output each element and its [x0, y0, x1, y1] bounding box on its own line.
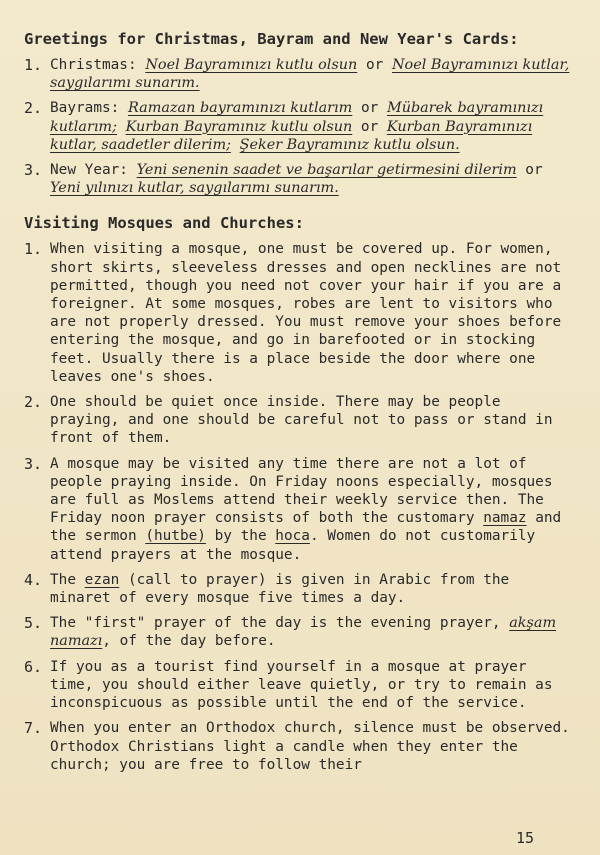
turkish-phrase: Noel Bayramınızı kutlu olsun: [145, 57, 358, 73]
item-number: 7.: [24, 719, 43, 738]
text-run: and the sermon: [50, 510, 562, 545]
item-text: [50, 455, 578, 564]
item-number: 3.: [24, 454, 43, 473]
list-item: [24, 455, 578, 564]
text-run: Christmas:: [50, 57, 146, 73]
underlined-term: (hutbe): [145, 528, 206, 545]
visiting-list: [24, 240, 578, 773]
text-run: , of the day before.: [102, 633, 276, 650]
text-run: The: [50, 571, 85, 588]
text-run: [231, 137, 240, 153]
item-number: 1.: [24, 56, 43, 74]
list-item: [24, 161, 578, 197]
turkish-phrase: Yeni yılınızı kutlar, saygılarımı sunarım.: [50, 180, 339, 197]
text-run: by the: [205, 528, 276, 545]
text-run: The "first" prayer of the day is the evening prayer,: [50, 615, 510, 632]
turkish-phrase: Kurban Bayramınızı kutlar, saadetler dilerim;: [50, 118, 533, 153]
text-run: Bayrams:: [50, 100, 128, 117]
item-text: [50, 719, 578, 774]
item-number: 3.: [24, 161, 43, 180]
item-text: [50, 99, 578, 154]
item-text: [50, 393, 578, 448]
item-text: [50, 240, 578, 386]
text-run: or: [352, 100, 387, 117]
underlined-term: namaz: [483, 510, 527, 527]
text-run: or: [352, 118, 387, 135]
text-run: [117, 119, 126, 135]
text-run: If you as a tourist find yourself in a mosque at prayer time, you should either leave quietly, or try to remain as inconspicuous as possible until the end of the service.: [50, 658, 553, 712]
list-item: [24, 658, 578, 713]
item-number: 2.: [24, 393, 43, 412]
turkish-phrase: Şeker Bayramınız kutlu olsun.: [239, 136, 460, 153]
greetings-heading: Greetings for Christmas, Bayram and New Year's Cards:: [24, 30, 519, 48]
turkish-phrase: akşam namazı: [50, 615, 557, 650]
text-run: or: [357, 57, 392, 73]
list-item: [24, 56, 578, 92]
section-gap: [24, 204, 578, 212]
list-item: [24, 240, 578, 386]
item-text: [50, 161, 578, 197]
turkish-phrase: Ramazan bayramınızı kutlarım: [127, 100, 353, 117]
turkish-phrase: Yeni senenin saadet ve başarılar getirmesini dilerim: [136, 162, 517, 179]
text-run: . Women do not customarily attend prayers at the mosque.: [50, 528, 536, 563]
text-run: A mosque may be visited any time there are not a lot of people praying inside. On Friday noons especially, mosques are full as Moslems attend their weekly service then. The Friday noon prayer consists of both the customary: [50, 455, 553, 527]
turkish-phrase: Noel Bayramınızı kutlar, saygılarımı sunarım.: [50, 57, 570, 92]
list-item: [24, 393, 578, 448]
greetings-list: [24, 56, 578, 197]
text-run: or: [516, 162, 543, 179]
item-number: 1.: [24, 240, 43, 259]
underlined-term: hoca: [275, 528, 310, 545]
item-number: 5.: [24, 614, 43, 633]
visiting-heading: Visiting Mosques and Churches:: [24, 214, 304, 233]
item-number: 4.: [24, 570, 43, 589]
page-number: 15: [515, 829, 534, 847]
list-item: [24, 571, 578, 607]
list-item: [24, 614, 578, 650]
text-run: New Year:: [50, 162, 137, 179]
text-run: One should be quiet once inside. There may be people praying, and one should be careful not to pass or stand in front of them.: [50, 394, 553, 447]
text-run: (call to prayer) is given in Arabic from the minaret of every mosque five times a day.: [50, 571, 510, 607]
item-text: [50, 658, 578, 713]
item-text: [50, 614, 578, 650]
item-text: [50, 56, 578, 92]
list-item: [24, 99, 578, 154]
item-number: 2.: [24, 99, 43, 118]
item-text: [50, 571, 578, 607]
list-item: [24, 719, 578, 774]
text-run: When you enter an Orthodox church, silence must be observed. Orthodox Christians light a candle when they enter the church; you are free to follow their: [50, 720, 570, 773]
item-number: 6.: [24, 657, 43, 676]
turkish-phrase: Mübarek bayramınızı kutlarım;: [50, 100, 544, 135]
underlined-term: ezan: [84, 571, 120, 588]
turkish-phrase: Kurban Bayramınız kutlu olsun: [125, 118, 353, 135]
text-run: When visiting a mosque, one must be covered up. For women, short skirts, sleeveless dresses and open necklines are not permitted, though you need not cover your hair if you are a foreigner. At some mosques, robes are lent to visitors who are not properly dressed. You must remove your shoes before entering the mosque, and go in barefooted or in stocking feet. Usually there is a place beside the door where one leaves one's shoes.: [50, 241, 562, 385]
